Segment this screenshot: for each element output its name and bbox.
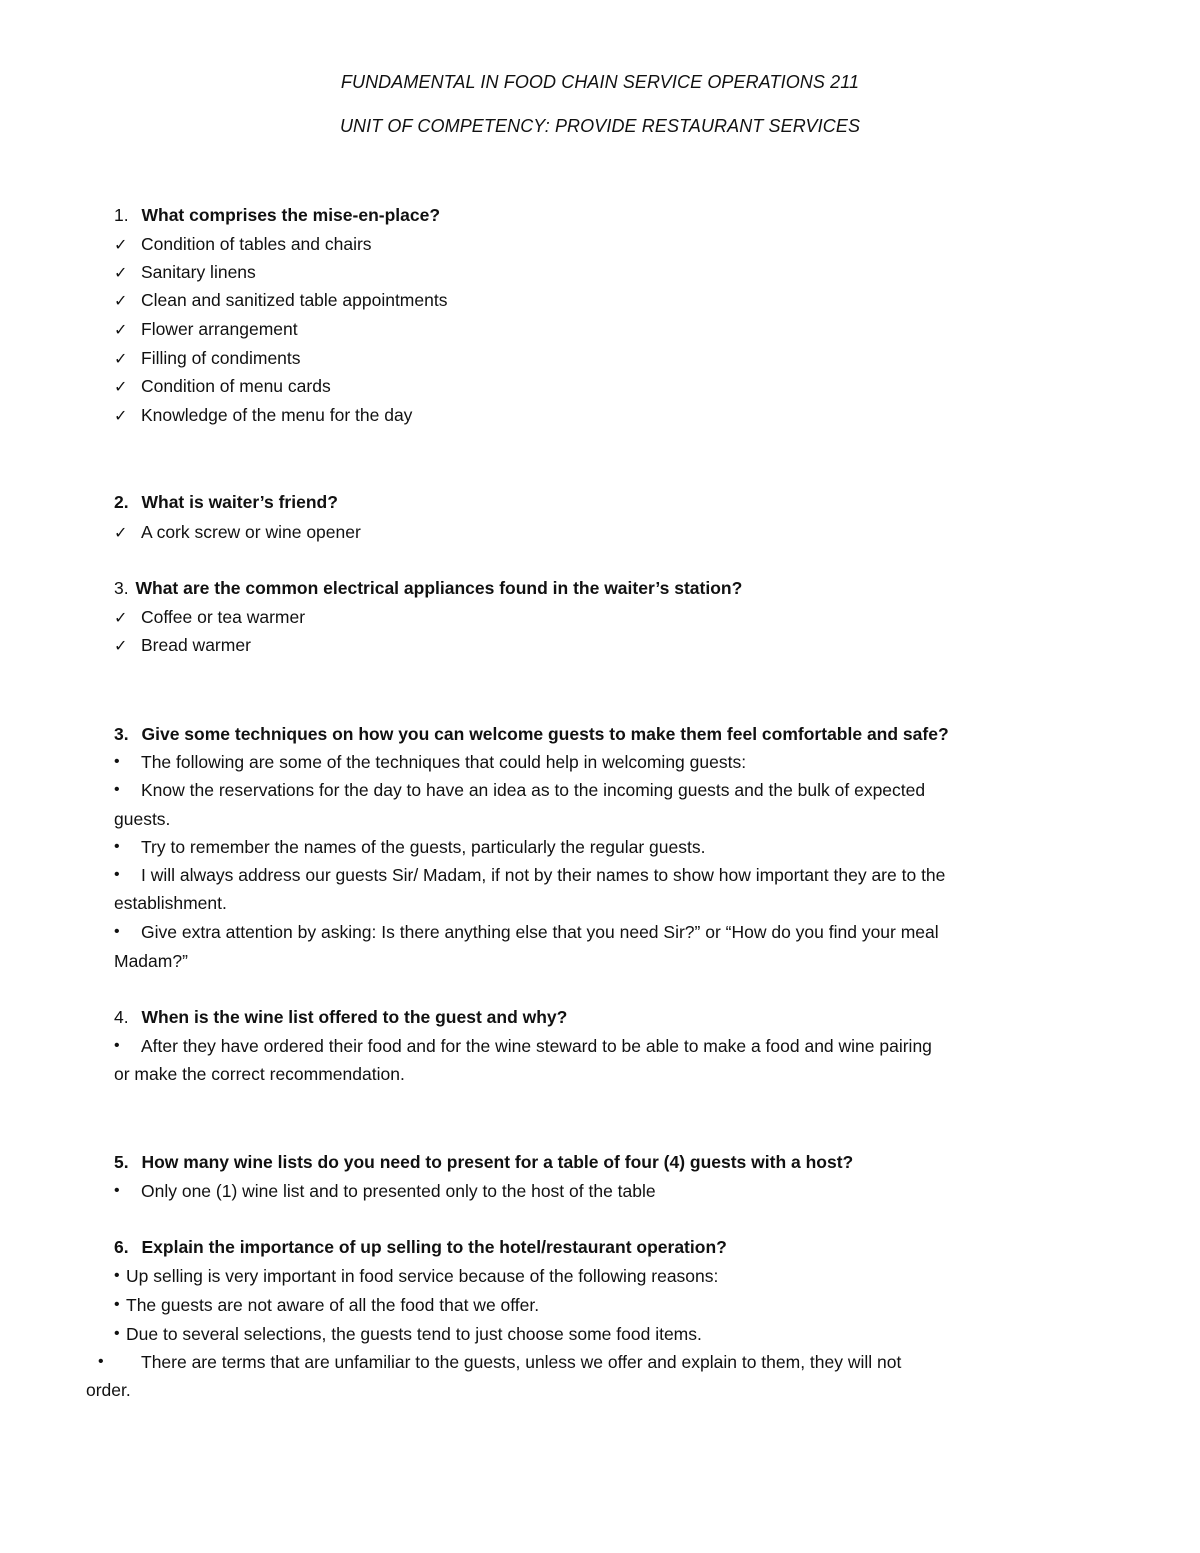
check-icon: ✓ xyxy=(114,525,128,542)
check-icon: ✓ xyxy=(114,379,128,396)
list-item: There are terms that are unfamiliar to the guests, unless we offer and explain to them, they will not xyxy=(141,1352,902,1372)
bullet-icon: • xyxy=(114,866,120,883)
document-title: FUNDAMENTAL IN FOOD CHAIN SERVICE OPERATIONS 211 xyxy=(340,72,860,92)
question-5 xyxy=(114,1152,853,1173)
list-item: Knowledge of the menu for the day xyxy=(141,405,413,425)
check-icon: ✓ xyxy=(114,237,128,254)
check-icon: ✓ xyxy=(114,322,128,339)
question-number: 1. xyxy=(114,205,129,225)
question-number: 2. xyxy=(114,492,129,512)
list-item-continued: or make the correct recommendation. xyxy=(114,1064,405,1084)
list-item: Clean and sanitized table appointments xyxy=(141,290,448,310)
list-item-continued: guests. xyxy=(114,809,171,829)
question-number: 3. xyxy=(114,724,129,744)
list-item: Try to remember the names of the guests, particularly the regular guests. xyxy=(141,837,706,857)
question-number: 4. xyxy=(114,1007,129,1027)
list-item: Bread warmer xyxy=(141,635,251,655)
question-number: 3. xyxy=(114,578,129,598)
list-item: Know the reservations for the day to have an idea as to the incoming guests and the bulk of expected xyxy=(141,780,926,800)
bullet-icon: • xyxy=(114,1296,120,1313)
list-item: Up selling is very important in food service because of the following reasons: xyxy=(126,1266,719,1286)
bullet-icon: • xyxy=(114,923,120,940)
list-item: Only one (1) wine list and to presented only to the host of the table xyxy=(141,1181,656,1201)
question-text: When is the wine list offered to the guest and why? xyxy=(141,1007,568,1027)
bullet-icon: • xyxy=(98,1353,104,1370)
list-item: Coffee or tea warmer xyxy=(141,607,306,627)
bullet-icon: • xyxy=(114,1325,120,1342)
question-number: 6. xyxy=(114,1237,129,1257)
list-item: Flower arrangement xyxy=(141,319,298,339)
list-item: Sanitary linens xyxy=(141,262,256,282)
question-number: 5. xyxy=(114,1152,129,1172)
list-item-continued: Madam?” xyxy=(114,951,188,971)
question-4 xyxy=(114,1007,567,1028)
bullet-icon: • xyxy=(114,753,120,770)
question-text: What is waiter’s friend? xyxy=(141,492,338,512)
bullet-icon: • xyxy=(114,781,120,798)
question-text: What are the common electrical appliances found in the waiter’s station? xyxy=(135,578,743,598)
question-6 xyxy=(114,1237,727,1258)
question-text: Explain the importance of up selling to the hotel/restaurant operation? xyxy=(141,1237,727,1257)
list-item: The guests are not aware of all the food that we offer. xyxy=(126,1295,540,1315)
list-item: After they have ordered their food and for the wine steward to be able to make a food and wine pairing xyxy=(141,1036,932,1056)
check-icon: ✓ xyxy=(114,265,128,282)
list-item: Condition of tables and chairs xyxy=(141,234,372,254)
bullet-icon: • xyxy=(114,838,120,855)
question-3b xyxy=(114,724,949,745)
list-item: Condition of menu cards xyxy=(141,376,331,396)
question-text: Give some techniques on how you can welcome guests to make them feel comfortable and safe? xyxy=(141,724,949,744)
question-text: How many wine lists do you need to present for a table of four (4) guests with a host? xyxy=(141,1152,854,1172)
list-item: I will always address our guests Sir/ Madam, if not by their names to show how important they are to the xyxy=(141,865,946,885)
list-item: The following are some of the techniques that could help in welcoming guests: xyxy=(141,752,747,772)
list-item-continued: order. xyxy=(86,1380,131,1400)
list-item-continued: establishment. xyxy=(114,893,227,913)
question-2 xyxy=(114,492,338,513)
bullet-icon: • xyxy=(114,1182,120,1199)
question-1 xyxy=(114,205,440,226)
check-icon: ✓ xyxy=(114,638,128,655)
check-icon: ✓ xyxy=(114,351,128,368)
list-item: Filling of condiments xyxy=(141,348,301,368)
check-icon: ✓ xyxy=(114,408,128,425)
bullet-icon: • xyxy=(114,1037,120,1054)
question-3a xyxy=(114,578,742,599)
check-icon: ✓ xyxy=(114,293,128,310)
check-icon: ✓ xyxy=(114,610,128,627)
list-item: A cork screw or wine opener xyxy=(141,522,361,542)
list-item: Give extra attention by asking: Is there anything else that you need Sir?” or “How do you find your meal xyxy=(141,922,939,942)
document-subtitle: UNIT OF COMPETENCY: PROVIDE RESTAURANT SERVICES xyxy=(339,116,861,136)
bullet-icon: • xyxy=(114,1267,120,1284)
question-text: What comprises the mise-en-place? xyxy=(141,205,441,225)
list-item: Due to several selections, the guests tend to just choose some food items. xyxy=(126,1324,702,1344)
